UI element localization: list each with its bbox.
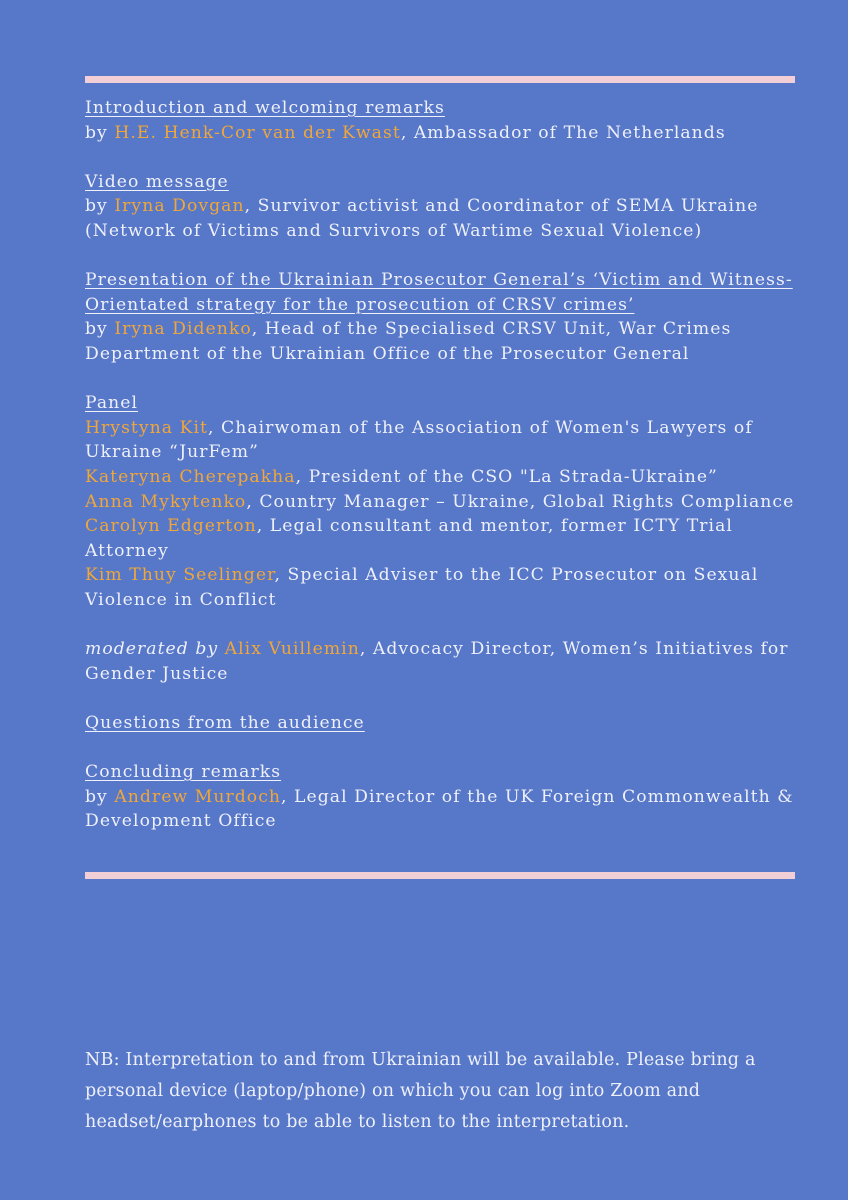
panel-member-name: Kateryna Cherepakha [85,466,296,487]
agenda-item-questions [85,711,800,736]
introduction-by: by [85,122,115,143]
agenda-item-introduction [85,96,800,145]
introduction-heading: Introduction and welcoming remarks [85,98,445,118]
panel-member [85,514,800,563]
panel-member-role: , President of the CSO "La Strada-Ukraine” [295,466,718,487]
panel-member-role: , Country Manager – Ukraine, Global Rights Compliance [246,491,795,512]
moderator-prefix: moderated by [85,639,219,660]
concluding-by: by [85,786,115,807]
panel-member [85,490,800,515]
panel-member [85,416,800,465]
interpretation-note: NB: Interpretation to and from Ukrainian will be available. Please bring a personal device (laptop/phone) on which you can log into Zoom and headset/earphones to be able to listen to the interpretation. [85,1050,756,1132]
panel-member-name: Carolyn Edgerton [85,516,257,537]
panel-member [85,465,800,490]
concluding-speaker-role: , Legal Director of the UK Foreign Commonwealth & Development Office [85,786,794,832]
presentation-heading: Presentation of the Ukrainian Prosecutor General’s ‘Victim and Witness-Orientated strategy for the prosecution of CRSV crimes’ [85,270,793,315]
introduction-speaker-name: H.E. Henk-Cor van der Kwast [114,122,401,143]
agenda [85,96,800,834]
agenda-item-video-message [85,170,800,244]
questions-heading: Questions from the audience [85,712,365,733]
presentation-speaker-name: Iryna Didenko [114,319,252,340]
presentation-by: by [85,319,115,340]
panel-member-role: , Chairwoman of the Association of Women's Lawyers of Ukraine “JurFem” [85,417,753,463]
panel-member-name: Anna Mykytenko [85,491,247,512]
video-message-speaker-name: Iryna Dovgan [114,196,245,217]
concluding-speaker-name: Andrew Murdoch [114,786,282,807]
moderator-role: , Advocacy Director, Women’s Initiatives for Gender Justice [85,639,789,684]
top-divider [85,76,795,83]
video-message-heading: Video message [85,171,229,192]
agenda-item-panel [85,391,800,612]
panel-member [85,563,800,612]
panel-heading: Panel [85,393,139,414]
panel-member-name: Kim Thuy Seelinger [85,565,275,586]
presentation-speaker-role: , Head of the Specialised CRSV Unit, War Crimes Department of the Ukrainian Office of the Prosecutor General [85,319,732,364]
agenda-item-moderator [85,637,800,686]
moderator-name: Alix Vuillemin [224,639,360,660]
video-message-by: by [85,196,115,217]
panel-member-role: , Legal consultant and mentor, former ICTY Trial Attorney [85,516,733,561]
panel-member-name: Hrystyna Kit [85,417,208,438]
video-message-speaker-role: , Survivor activist and Coordinator of SEMA Ukraine (Network of Victims and Survivors of Wartime Sexual Violence) [85,196,759,241]
introduction-speaker-role: , Ambassador of The Netherlands [400,122,726,143]
panel-member-role: , Special Adviser to the ICC Prosecutor on Sexual Violence in Conflict [85,565,759,610]
bottom-divider [85,872,795,879]
agenda-item-concluding [85,760,800,834]
agenda-item-presentation [85,268,800,366]
concluding-heading: Concluding remarks [85,762,282,783]
